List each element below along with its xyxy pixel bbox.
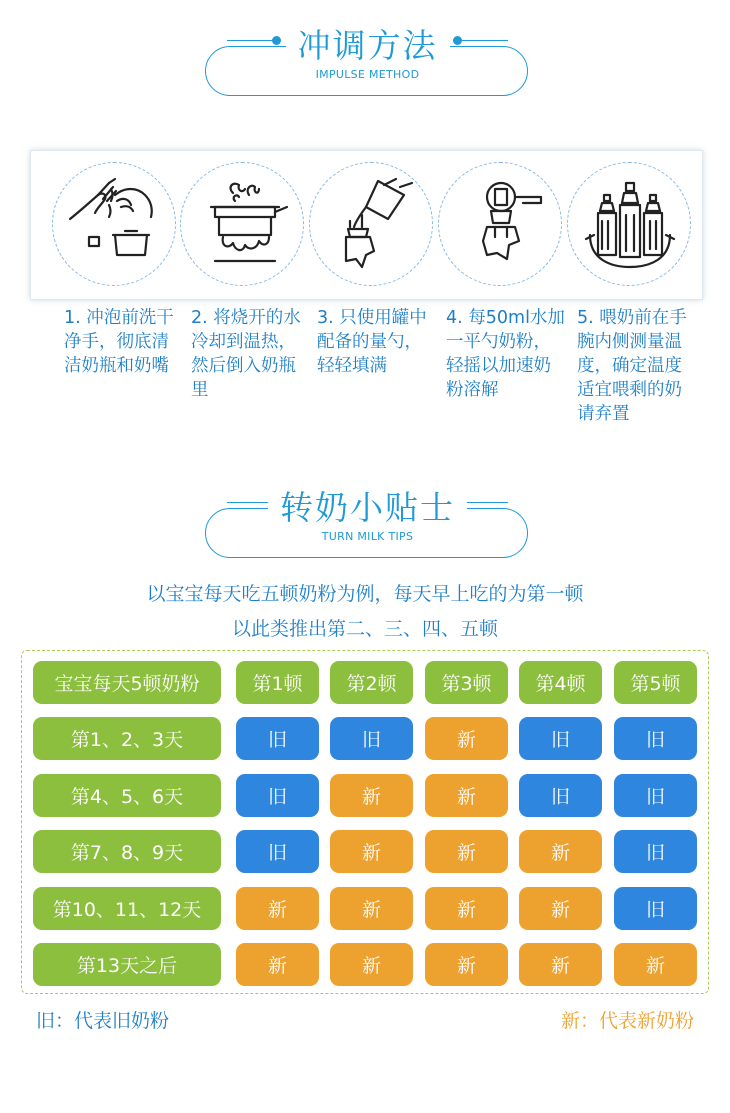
column-header: 第5顿 xyxy=(614,661,697,704)
column-header: 第4顿 xyxy=(519,661,602,704)
step-3-circle xyxy=(309,162,433,286)
row-label: 第4、5、6天 xyxy=(33,774,221,817)
row-label: 第1、2、3天 xyxy=(33,717,221,760)
section-title-turn-milk-tips xyxy=(205,488,530,560)
table-cell: 旧 xyxy=(614,887,697,930)
table-cell: 旧 xyxy=(614,717,697,760)
table-cell: 旧 xyxy=(519,774,602,817)
row-label: 第7、8、9天 xyxy=(33,830,221,873)
table-cell: 旧 xyxy=(236,774,319,817)
table-cell: 新 xyxy=(236,943,319,986)
hand-wash-icon xyxy=(65,175,165,275)
section-title-impulse-method xyxy=(205,26,530,98)
table-cell: 新 xyxy=(425,887,508,930)
table-cell: 新 xyxy=(425,774,508,817)
table-cell: 新 xyxy=(236,887,319,930)
column-header: 第3顿 xyxy=(425,661,508,704)
section-title: 冲调方法 xyxy=(286,26,450,65)
table-cell: 新 xyxy=(519,943,602,986)
step-5-text: 5. 喂奶前在手腕内侧测量温度，确定温度适宜喂剩的奶请弃置 xyxy=(577,308,687,424)
table-cell: 新 xyxy=(614,943,697,986)
step-1-circle xyxy=(52,162,176,286)
boiling-pot-icon xyxy=(193,175,293,275)
table-cell: 新 xyxy=(425,943,508,986)
table-cell: 新 xyxy=(425,717,508,760)
schedule-table xyxy=(21,650,709,994)
step-5-circle xyxy=(567,162,691,286)
table-cell: 新 xyxy=(425,830,508,873)
table-cell: 新 xyxy=(330,943,413,986)
steps-panel xyxy=(30,150,703,300)
table-cell: 新 xyxy=(519,830,602,873)
column-header: 第1顿 xyxy=(236,661,319,704)
table-cell: 旧 xyxy=(236,830,319,873)
table-cell: 旧 xyxy=(330,717,413,760)
table-cell: 旧 xyxy=(519,717,602,760)
step-1-text: 1. 冲泡前洗干净手，彻底清洁奶瓶和奶嘴 xyxy=(64,308,174,376)
step-4-text: 4. 每50ml水加一平勺奶粉，轻摇以加速奶粉溶解 xyxy=(446,308,565,400)
row-label: 第13天之后 xyxy=(33,943,221,986)
bottles-icon xyxy=(580,175,680,275)
section-subtitle: TURN MILK TIPS xyxy=(321,530,414,543)
table-cell: 旧 xyxy=(614,774,697,817)
section-title: 转奶小贴士 xyxy=(268,488,467,527)
step-4-circle xyxy=(438,162,562,286)
intro-line-1: 以宝宝每天吃五顿奶粉为例，每天早上吃的为第一顿 xyxy=(146,583,584,605)
column-header: 第2顿 xyxy=(330,661,413,704)
table-cell: 新 xyxy=(519,887,602,930)
legend-new: 新：代表新奶粉 xyxy=(560,1010,694,1032)
step-2-text: 2. 将烧开的水冷却到温热，然后倒入奶瓶里 xyxy=(191,308,301,400)
legend-old: 旧：代表旧奶粉 xyxy=(36,1010,170,1032)
step-3-text: 3. 只使用罐中配备的量勺，轻轻填满 xyxy=(317,308,427,376)
table-cell: 新 xyxy=(330,830,413,873)
table-cell: 旧 xyxy=(614,830,697,873)
measuring-spoon-icon xyxy=(322,175,422,275)
row-label: 第10、11、12天 xyxy=(33,887,221,930)
table-corner-header: 宝宝每天5顿奶粉 xyxy=(33,661,221,704)
intro-line-2: 以此类推出第二、三、四、五顿 xyxy=(231,618,498,640)
table-cell: 新 xyxy=(330,887,413,930)
table-cell: 旧 xyxy=(236,717,319,760)
section-subtitle: IMPULSE METHOD xyxy=(315,68,420,81)
table-cell: 新 xyxy=(330,774,413,817)
shaking-bottle-icon xyxy=(451,175,551,275)
step-2-circle xyxy=(180,162,304,286)
